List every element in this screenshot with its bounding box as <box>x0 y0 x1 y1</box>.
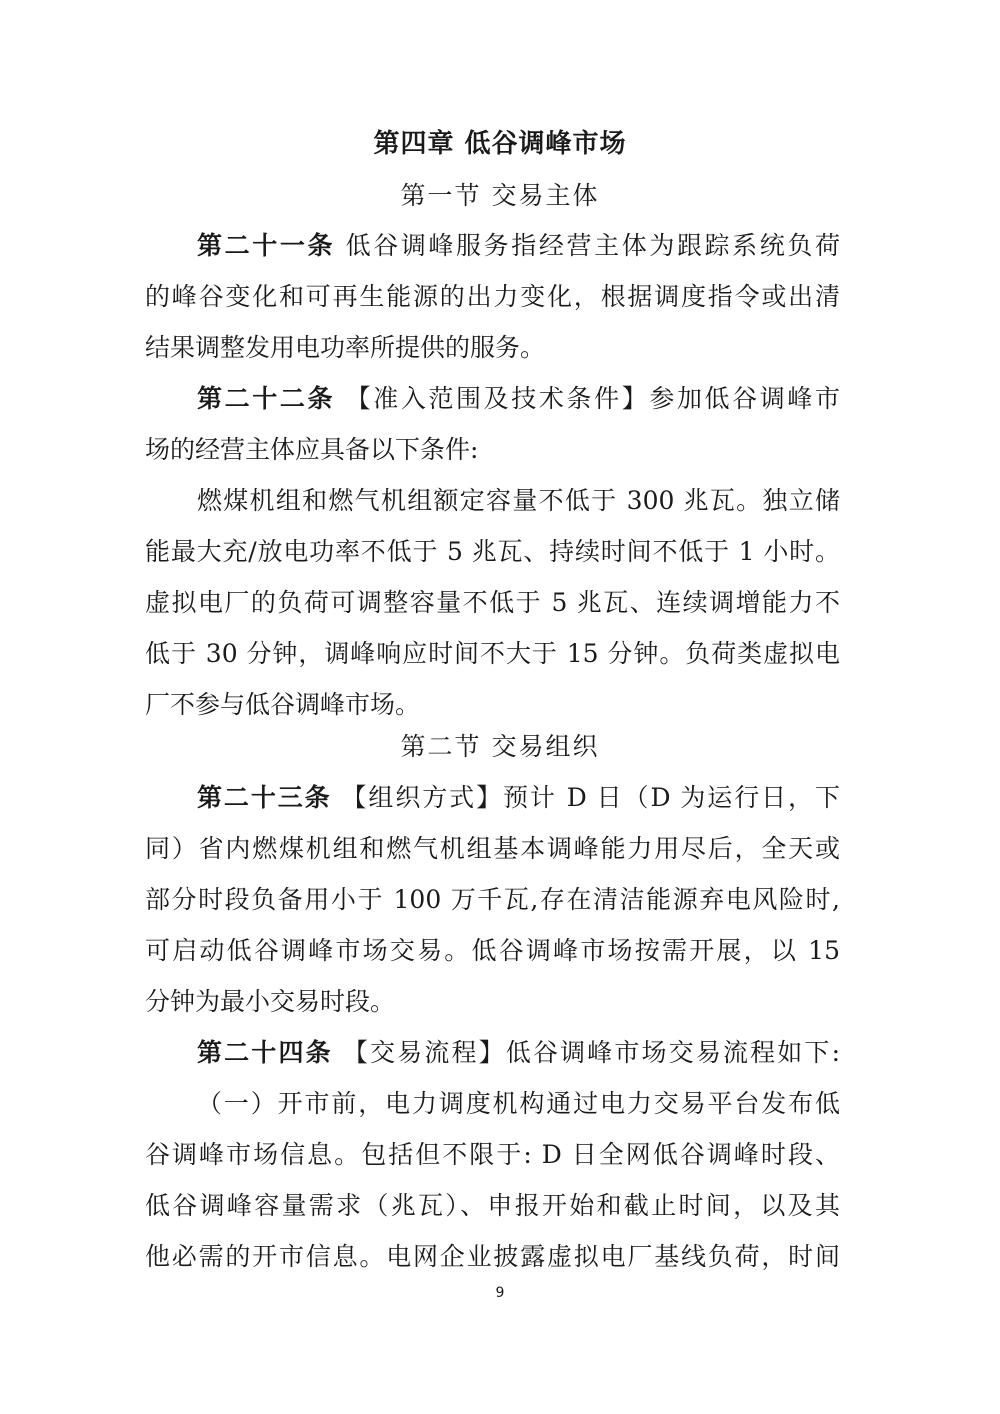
article-22-line-4: 能最大充/放电功率不低于 5 兆瓦、持续时间不低于 1 小时。 <box>145 537 840 566</box>
article-21-line-3: 结果调整发用电功率所提供的服务。 <box>145 333 546 362</box>
article-21-line-1: 第二十一条 低谷调峰服务指经营主体为跟踪系统负荷 <box>197 231 840 260</box>
article-22-label: 第二十二条 <box>197 384 336 413</box>
article-23-line-1: 第二十三条 【组织方式】预计 D 日（D 为运行日，下 <box>197 783 840 812</box>
article-23-line-4: 可启动低谷调峰市场交易。低谷调峰市场按需开展，以 15 <box>145 936 840 965</box>
article-22-line-2: 场的经营主体应具备以下条件: <box>145 435 479 464</box>
article-22-line-6: 低于 30 分钟，调峰响应时间不大于 15 分钟。负荷类虚拟电 <box>145 639 840 668</box>
article-21-label: 第二十一条 <box>197 231 336 260</box>
article-23-label: 第二十三条 <box>197 783 332 812</box>
article-23-line-3: 部分时段负备用小于 100 万千瓦,存在清洁能源弃电风险时, <box>145 885 840 914</box>
article-24-line-1: 第二十四条 【交易流程】低谷调峰市场交易流程如下: <box>197 1038 840 1067</box>
article-24-line-5: 他必需的开市信息。电网企业披露虚拟电厂基线负荷，时间 <box>145 1242 840 1271</box>
article-22-line-3: 燃煤机组和燃气机组额定容量不低于 300 兆瓦。独立储 <box>197 486 840 515</box>
article-24-label: 第二十四条 <box>197 1038 333 1067</box>
article-22-line-1: 第二十二条 【准入范围及技术条件】参加低谷调峰市 <box>197 384 840 413</box>
chapter-title: 第四章 低谷调峰市场 <box>373 129 627 159</box>
article-24-line-2: （一）开市前，电力调度机构通过电力交易平台发布低 <box>197 1089 840 1118</box>
article-21-line-2: 的峰谷变化和可再生能源的出力变化，根据调度指令或出清 <box>145 282 840 311</box>
article-22-line-7: 厂不参与低谷调峰市场。 <box>145 690 421 719</box>
article-22-line-5: 虚拟电厂的负荷可调整容量不低于 5 兆瓦、连续调增能力不 <box>145 588 840 617</box>
article-24-line-3: 谷调峰市场信息。包括但不限于: D 日全网低谷调峰时段、 <box>145 1140 840 1169</box>
article-23-line-5: 分钟为最小交易时段。 <box>145 987 396 1016</box>
section-title-2: 第二节 交易组织 <box>400 732 600 761</box>
article-23-line-2: 同）省内燃煤机组和燃气机组基本调峰能力用尽后，全天或 <box>145 834 840 863</box>
page-number: 9 <box>495 1285 505 1301</box>
section-title-1: 第一节 交易主体 <box>400 181 600 210</box>
article-24-line-4: 低谷调峰容量需求（兆瓦）、申报开始和截止时间，以及其 <box>145 1191 840 1220</box>
